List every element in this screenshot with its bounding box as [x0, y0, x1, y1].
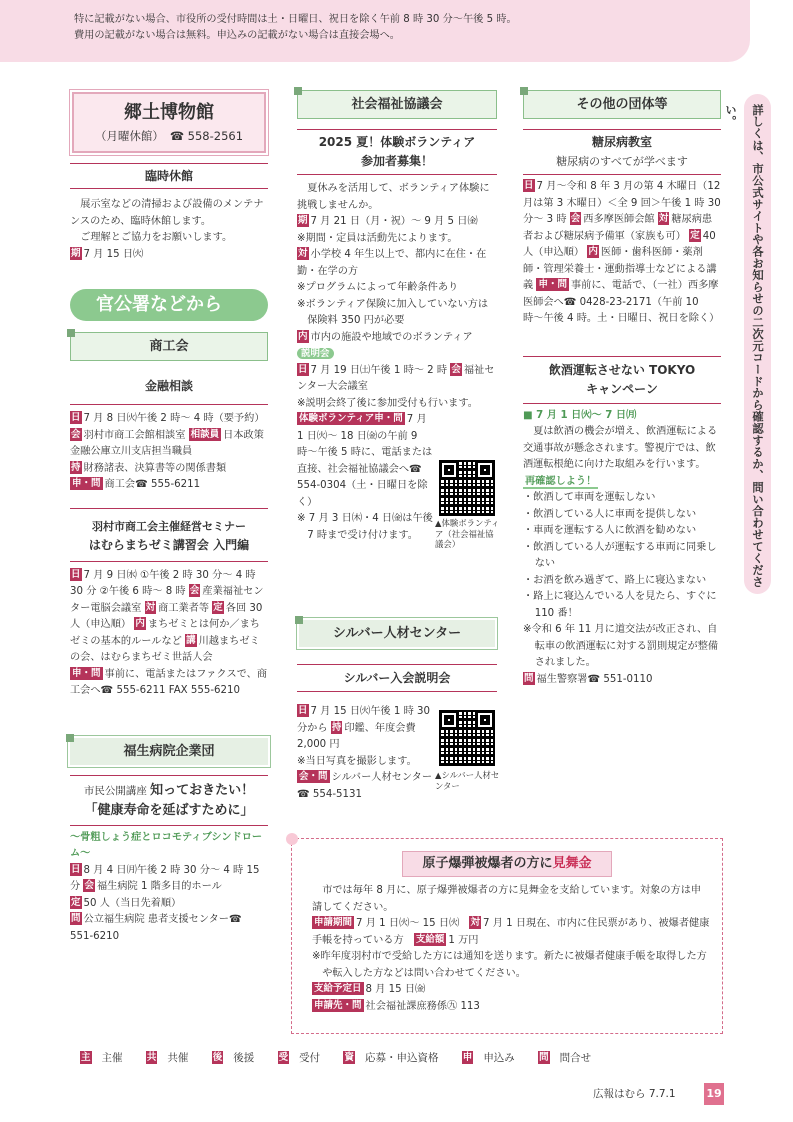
drink-title-1: 飲酒運転させない TOKYO — [548, 362, 696, 377]
column-2 — [297, 90, 500, 800]
shokokai-contact: 商工会☎ 555-6211 — [104, 479, 201, 491]
silver-qr-code[interactable] — [439, 710, 495, 766]
content-badge: 内 — [298, 330, 308, 342]
mimai-title-2: 見舞金 — [552, 856, 592, 871]
date-badge: 日 — [298, 363, 308, 375]
column-1 — [70, 90, 268, 945]
legend-host: 主催 — [101, 1052, 123, 1064]
target-badge: 対 — [145, 601, 156, 613]
silver-sub: シルバー入会説明会 — [297, 664, 497, 692]
mimai-pay-date: 8 月 15 日㈮ — [365, 984, 426, 996]
silver-header: シルバー人材センター — [299, 620, 495, 647]
diabetes-date: 7 月〜令和 8 年 3 月の第 4 木曜日（12 月は第 3 木曜日）＜全 9 回＞午後 1 時 30 分〜 3 時 — [523, 181, 721, 226]
capacity-badge: 定 — [690, 229, 700, 241]
drink-item-4: ・飲酒している人が運転する車両に同乗しない — [523, 541, 717, 570]
contact-badge: 問 — [524, 672, 534, 684]
drink-body: 夏は飲酒の機会が増え、飲酒運転による交通事故が懸念されます。警視庁では、飲酒運転根絶に向けた取組みを行います。 — [523, 426, 718, 471]
welfare-header: 社会福祉協議会 — [297, 90, 497, 119]
legend-qualify-badge: 資 — [344, 1052, 354, 1063]
legend-support: 後援 — [233, 1052, 255, 1064]
apply-badge: 申・問 — [538, 279, 567, 291]
seminar-contact: 事前に、電話またはファクスで、商工会へ☎ 555-6211 FAX 555-6210 — [70, 668, 268, 697]
period-badge: 期 — [71, 247, 81, 259]
hospital-title-1: 知っておきたい！ — [150, 782, 255, 798]
hospital-contact: 公立福生病院 患者支援センター☎ 551-6210 — [70, 914, 242, 942]
shokokai-date: 7 月 8 日㈫午後 2 時〜 4 時（要予約） — [83, 413, 265, 425]
date-badge: 日 — [71, 412, 81, 424]
shokokai-header: 商工会 — [70, 332, 268, 361]
silver-contact: シルバー人材センター☎ 554-5131 — [297, 772, 433, 800]
mimai-box — [291, 838, 723, 1034]
shokokai-consultant: 日本政策金融公庫立川支店担当職員 — [70, 429, 264, 458]
drink-date: ■ 7 月 1 日㈫〜 7 日㈪ — [523, 409, 637, 421]
welfare-qr-caption: ▲体験ボランティア（社会福祉協議会） — [435, 518, 500, 549]
amount-badge: 支給額 — [415, 933, 445, 945]
silver-date: 7 月 15 日㈫午後 1 時 30 分から — [297, 706, 430, 734]
diabetes-title: 糖尿病教室 — [591, 135, 652, 149]
mimai-note: ※昨年度羽村市で受給した方には通知を送ります。新たに被爆者健康手帳を取得した方や転入した方などは問い合わせてください。 — [312, 951, 707, 979]
recheck-label: 再確認しよう！ — [525, 475, 597, 487]
venue-badge: 会 — [189, 585, 200, 597]
content-badge: 内 — [588, 246, 598, 258]
silver-bring: 印鑑、年度会費 2,000 円 — [297, 722, 416, 751]
welfare-note-1: ※期間・定員は活動先によります。 — [297, 232, 458, 244]
welfare-briefing-date: 7 月 19 日㈯午後 1 時〜 2 時 — [310, 364, 448, 376]
capacity-badge: 定 — [213, 601, 223, 613]
diabetes-capacity: 40 人（申込順） — [523, 230, 716, 259]
seminar-capacity: 各回 30 人（申込順） — [70, 602, 263, 631]
hospital-title-2: 「健康寿命を延ばすために」 — [84, 802, 254, 818]
pay-date-badge: 支給予定日 — [314, 983, 362, 995]
date-badge: 日 — [524, 180, 534, 191]
mimai-amount: 1 万円 — [448, 934, 479, 946]
welfare-note-3: ※ボランティア保険に加入していない方は保険料 350 円が必要 — [297, 298, 489, 327]
venue-badge: 会 — [451, 363, 461, 375]
silver-note: ※当日写真を撮影します。 — [297, 755, 417, 767]
seminar-date: 7 月 9 日㈬ ①午後 2 時 30 分〜 4 時 30 分 ②午後 6 時〜 8 時 — [70, 569, 256, 598]
welfare-note-5: ※ 7 月 3 日㈭・4 日㈮は午後 7 時まで受け付けます。 — [297, 513, 433, 541]
legend-cohost: 共催 — [167, 1052, 189, 1064]
mimai-target: 7 月 1 日現在、市内に住民票があり、被爆者健康手帳を持っている方 — [312, 918, 710, 946]
welfare-heading-2: 参加者募集！ — [360, 154, 433, 168]
page-number: 19 — [704, 1083, 724, 1105]
welfare-note-4: ※説明会終了後に参加受付も行います。 — [297, 397, 478, 409]
shokokai-venue: 羽村市商工会館相談室 — [83, 429, 186, 441]
drink-title-2: キャンペーン — [586, 381, 658, 396]
date-badge: 日 — [71, 863, 81, 875]
legend-qualify: 応募・申込資格 — [364, 1052, 439, 1064]
welfare-note-2: ※プログラムによって年齢条件あり — [297, 282, 459, 294]
drink-item-3: ・車両を運転する人に飲酒を勧めない — [523, 525, 697, 537]
apply-badge: 申・問 — [72, 667, 101, 679]
gov-section-title: 官公署などから — [70, 289, 268, 321]
mimai-contact: 社会福祉課庶務係㊈ 113 — [365, 1000, 480, 1012]
apply-contact-badge: 申請先・問 — [314, 999, 362, 1011]
period-badge: 期 — [298, 215, 308, 227]
date-badge: 日 — [71, 568, 81, 580]
mimai-period: 7 月 1 日㈫〜 15 日㈫ — [356, 918, 460, 930]
briefing-tag: 説明会 — [297, 348, 334, 359]
drink-item-5: ・お酒を飲み過ぎて、路上に寝込まない — [523, 574, 707, 586]
legend-reception-badge: 受 — [278, 1052, 289, 1063]
hospital-kind: 市民公開講座 — [83, 784, 147, 797]
venue-contact-badge: 会・問 — [299, 771, 328, 783]
welfare-content: 市内の施設や地域でのボランティア — [310, 331, 473, 343]
welfare-qr-code[interactable] — [439, 460, 495, 516]
mimai-title-1: 原子爆弾被爆者の方に — [422, 856, 553, 871]
bring-badge: 持 — [71, 461, 81, 473]
welfare-apply: 7 月 1 日㈫〜 18 日㈮の午前 9 時〜午後 5 時に、電話または直接、社会福祉協議会へ☎ 554-0304（土・日曜日を除く） — [297, 414, 433, 508]
content-badge: 内 — [135, 618, 145, 630]
shokokai-bring: 財務諸表、決算書等の関係書類 — [83, 462, 227, 474]
museum-box — [72, 92, 266, 153]
drink-item-6: ・路上に寝込んでいる人を見たら、すぐに 110 番！ — [523, 591, 717, 619]
legend-support-badge: 後 — [212, 1052, 223, 1063]
diabetes-target: 糖尿病患者および糖尿病予備軍（家族も可） — [523, 214, 713, 242]
museum-tel: ☎ 558-2561 — [169, 129, 244, 143]
hospital-subtitle: 〜骨粗しょう症とロコモティブシンドローム〜 — [70, 831, 263, 860]
column-3 — [523, 90, 721, 688]
other-header: その他の団体等 — [523, 90, 721, 119]
target-badge: 対 — [658, 213, 669, 225]
apply-badge: 申・問 — [72, 478, 101, 490]
legend-contact-badge: 問 — [539, 1052, 549, 1063]
silver-qr-caption: ▲シルバー人材センター — [435, 770, 500, 791]
capacity-badge: 定 — [71, 896, 81, 908]
legend-cohost-badge: 共 — [146, 1052, 157, 1063]
museum-title: 郷土博物館 — [124, 102, 214, 123]
contact-badge: 問 — [71, 913, 81, 925]
hospital-capacity: 50 人（当日先着順） — [83, 897, 182, 909]
seminar-lecturer: 川越まちゼミの会、はむらまちゼミ世話人会 — [70, 635, 260, 664]
footer-publication: 広報はむら 7.7.1 — [593, 1088, 676, 1100]
side-note: 詳しくは、市公式サイトや各お知らせの二次元コードから確認するか、問い合わせてください。 — [744, 94, 771, 594]
date-badge: 日 — [298, 705, 308, 716]
seminar-target: 商工業者等 — [158, 602, 210, 614]
museum-body-2: ご理解とご協力をお願いします。 — [80, 232, 233, 244]
museum-sub: 臨時休館 — [70, 163, 268, 189]
drink-contact: 福生警察署☎ 551-0110 — [536, 673, 653, 685]
seminar-title-2: はむらまちゼミ講習会 入門編 — [88, 537, 250, 552]
museum-closed: （月曜休館） — [94, 129, 159, 143]
venue-badge: 会 — [71, 428, 81, 440]
legend-host-badge: 主 — [81, 1052, 91, 1063]
target-badge: 対 — [298, 248, 308, 260]
drink-item-1: ・飲酒して車両を運転しない — [523, 492, 656, 504]
welfare-heading-1: 2025 夏！体験ボランティア — [318, 135, 476, 149]
hospital-date: 8 月 4 日㈪午後 2 時 30 分〜 4 時 15 分 — [70, 864, 260, 893]
welfare-target: 小学校 4 年生以上で、都内に在住・在勤・在学の方 — [297, 249, 487, 277]
notice-line-2: 費用の記載がない場合は無料。申込みの記載がない場合は直接会場へ。 — [74, 30, 400, 41]
venue-badge: 会 — [570, 213, 581, 225]
shokokai-sub: 金融相談 — [144, 379, 193, 394]
diabetes-subtitle: 糖尿病のすべてが学べます — [556, 155, 688, 168]
drink-item-2: ・飲酒している人に車両を提供しない — [523, 508, 697, 520]
welfare-period: 7 月 21 日（月・祝）〜 9 月 5 日㈮ — [310, 216, 478, 228]
seminar-venue: 産業福祉センター電脳会議室 — [70, 586, 264, 614]
legend — [80, 1050, 611, 1067]
legend-apply: 申込み — [483, 1052, 515, 1064]
legend-reception: 受付 — [299, 1052, 321, 1064]
mimai-body: 市では毎年 8 月に、原子爆弾被爆者の方に見舞金を支給しています。対象の方は申請してください。 — [312, 885, 702, 913]
diabetes-venue: 西多摩医師会館 — [583, 214, 655, 226]
welfare-intro: 夏休みを活用して、ボランティア体験に挑戦しませんか。 — [297, 183, 490, 211]
hospital-header: 福生病院企業団 — [70, 738, 268, 765]
diabetes-content: 医師・歯科医師・薬剤師・管理栄養士・運動指導士などによる講義 — [523, 247, 717, 292]
apply-period-badge: 申請期間 — [314, 917, 353, 929]
legend-contact: 問合せ — [559, 1052, 592, 1064]
venue-badge: 会 — [84, 880, 94, 892]
drink-note: ※令和 6 年 11 月に道交法が改正され、自転車の飲酒運転に対する罰則規定が整備されました。 — [523, 624, 719, 669]
diabetes-contact: 事前に、電話で、（一社）西多摩医師会へ☎ 0428-23-2171（午前 10 時〜午後 4 時。土・日曜日、祝日を除く） — [523, 280, 720, 325]
consultant-badge: 相談員 — [190, 428, 220, 440]
lecturer-badge: 講 — [186, 634, 196, 646]
museum-date: 7 月 15 日㈫ — [83, 248, 144, 260]
target-badge: 対 — [470, 917, 480, 929]
legend-apply-badge: 申 — [462, 1052, 473, 1063]
bring-badge: 持 — [331, 721, 342, 733]
hospital-venue: 福生病院 1 階多目的ホール — [96, 881, 222, 893]
welfare-venue: 福祉センター大会議室 — [297, 364, 495, 393]
notice-line-1: 特に記載がない場合、市役所の受付時間は土・日曜日、祝日を除く午前 8 時 30 分〜午後 5 時。 — [74, 14, 517, 25]
museum-body-1: 展示室などの清掃および設備のメンテナンスのため、臨時休館します。 — [70, 199, 264, 227]
seminar-title-1: 羽村市商工会主催経営セミナー — [92, 519, 246, 533]
notice-banner — [0, 0, 750, 62]
seminar-content: まちゼミとは何か／まちゼミの基本的ルールなど — [70, 619, 260, 647]
apply-badge: 体験ボランティア申・問 — [299, 413, 403, 425]
corner-dot — [286, 833, 298, 845]
